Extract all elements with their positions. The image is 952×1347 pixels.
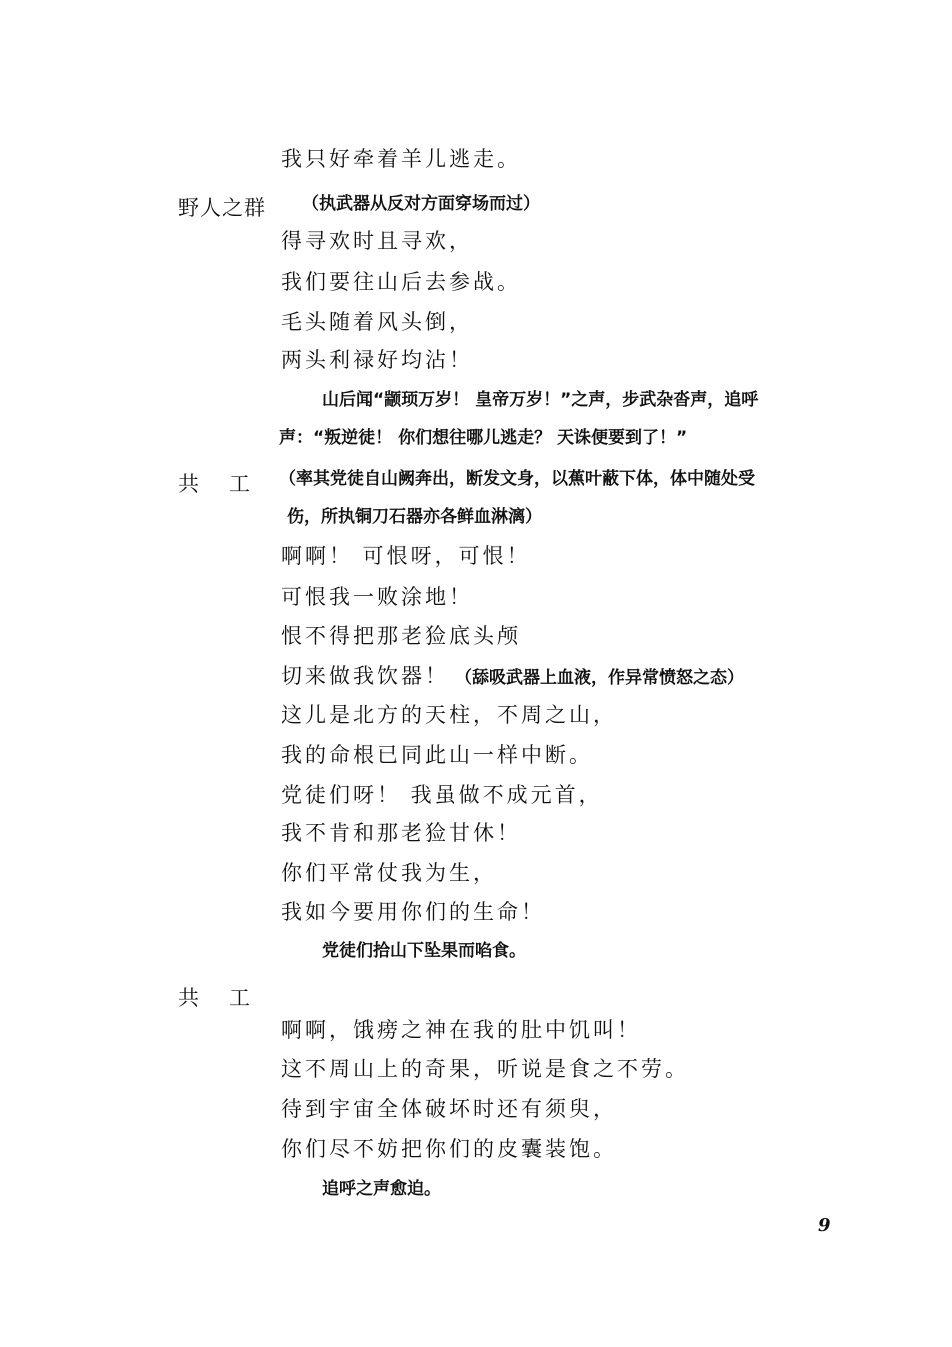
verse-line: 恨不得把那老猃底头颅 [281,624,521,648]
verse-text: 切来做我饮器！ [281,664,449,688]
verse-line: 毛头随着风头倒， [281,310,473,334]
verse-line: 我们要往山后去参战。 [281,270,521,294]
stage-direction: （率其党徒自山阙奔出，断发文身，以蕉叶蔽下体，体中随处受 [279,469,755,489]
verse-line: 得寻欢时且寻欢， [281,229,473,253]
stage-direction: 伤，所执铜刀石器亦各鲜血淋漓） [287,507,542,527]
verse-line: 啊啊！ 可恨呀，可恨！ [281,544,531,568]
verse-line: 党徒们呀！ 我虽做不成元首， [281,783,603,807]
stage-direction: 党徒们拾山下坠果而啗食。 [322,941,526,961]
verse-line: 你们平常仗我为生， [281,861,497,885]
stage-direction: 声：“叛逆徒！ 你们想往哪儿逃走？ 天诛便要到了！” [279,428,688,448]
verse-line: 可恨我一败涂地！ [281,585,473,609]
verse-line: 我不肯和那老猃甘休！ [281,821,521,845]
page-number: 9 [818,1215,831,1236]
stage-direction: （执武器从反对方面穿场而过） [302,194,540,214]
verse-line: 这儿是北方的天柱，不周之山， [281,703,617,727]
verse-line: 我的命根已同此山一样中断。 [281,743,593,767]
verse-line: 我只好牵着羊儿逃走。 [281,147,521,171]
verse-line: 你们尽不妨把你们的皮囊装饱。 [281,1137,617,1161]
stage-direction: 山后闻“颛顼万岁！ 皇帝万岁！”之声，步武杂沓声，追呼 [322,390,759,410]
speaker-name: 共工 [178,986,280,1010]
verse-line: 待到宇宙全体破坏时还有须臾， [281,1097,617,1121]
stage-direction: （舔吸武器上血液，作异常愤怒之态） [455,668,744,688]
speaker-name: 野人之群 [178,196,266,220]
stage-direction: 追呼之声愈迫。 [322,1179,441,1199]
verse-line: 啊啊，饿痨之神在我的肚中饥叫！ [281,1018,641,1042]
verse-line: 这不周山上的奇果，听说是食之不劳。 [281,1057,689,1081]
speaker-name: 共工 [178,472,280,496]
verse-line: 我如今要用你们的生命！ [281,900,545,924]
verse-line: 两头利禄好均沾！ [281,348,473,372]
verse-line [281,666,744,687]
